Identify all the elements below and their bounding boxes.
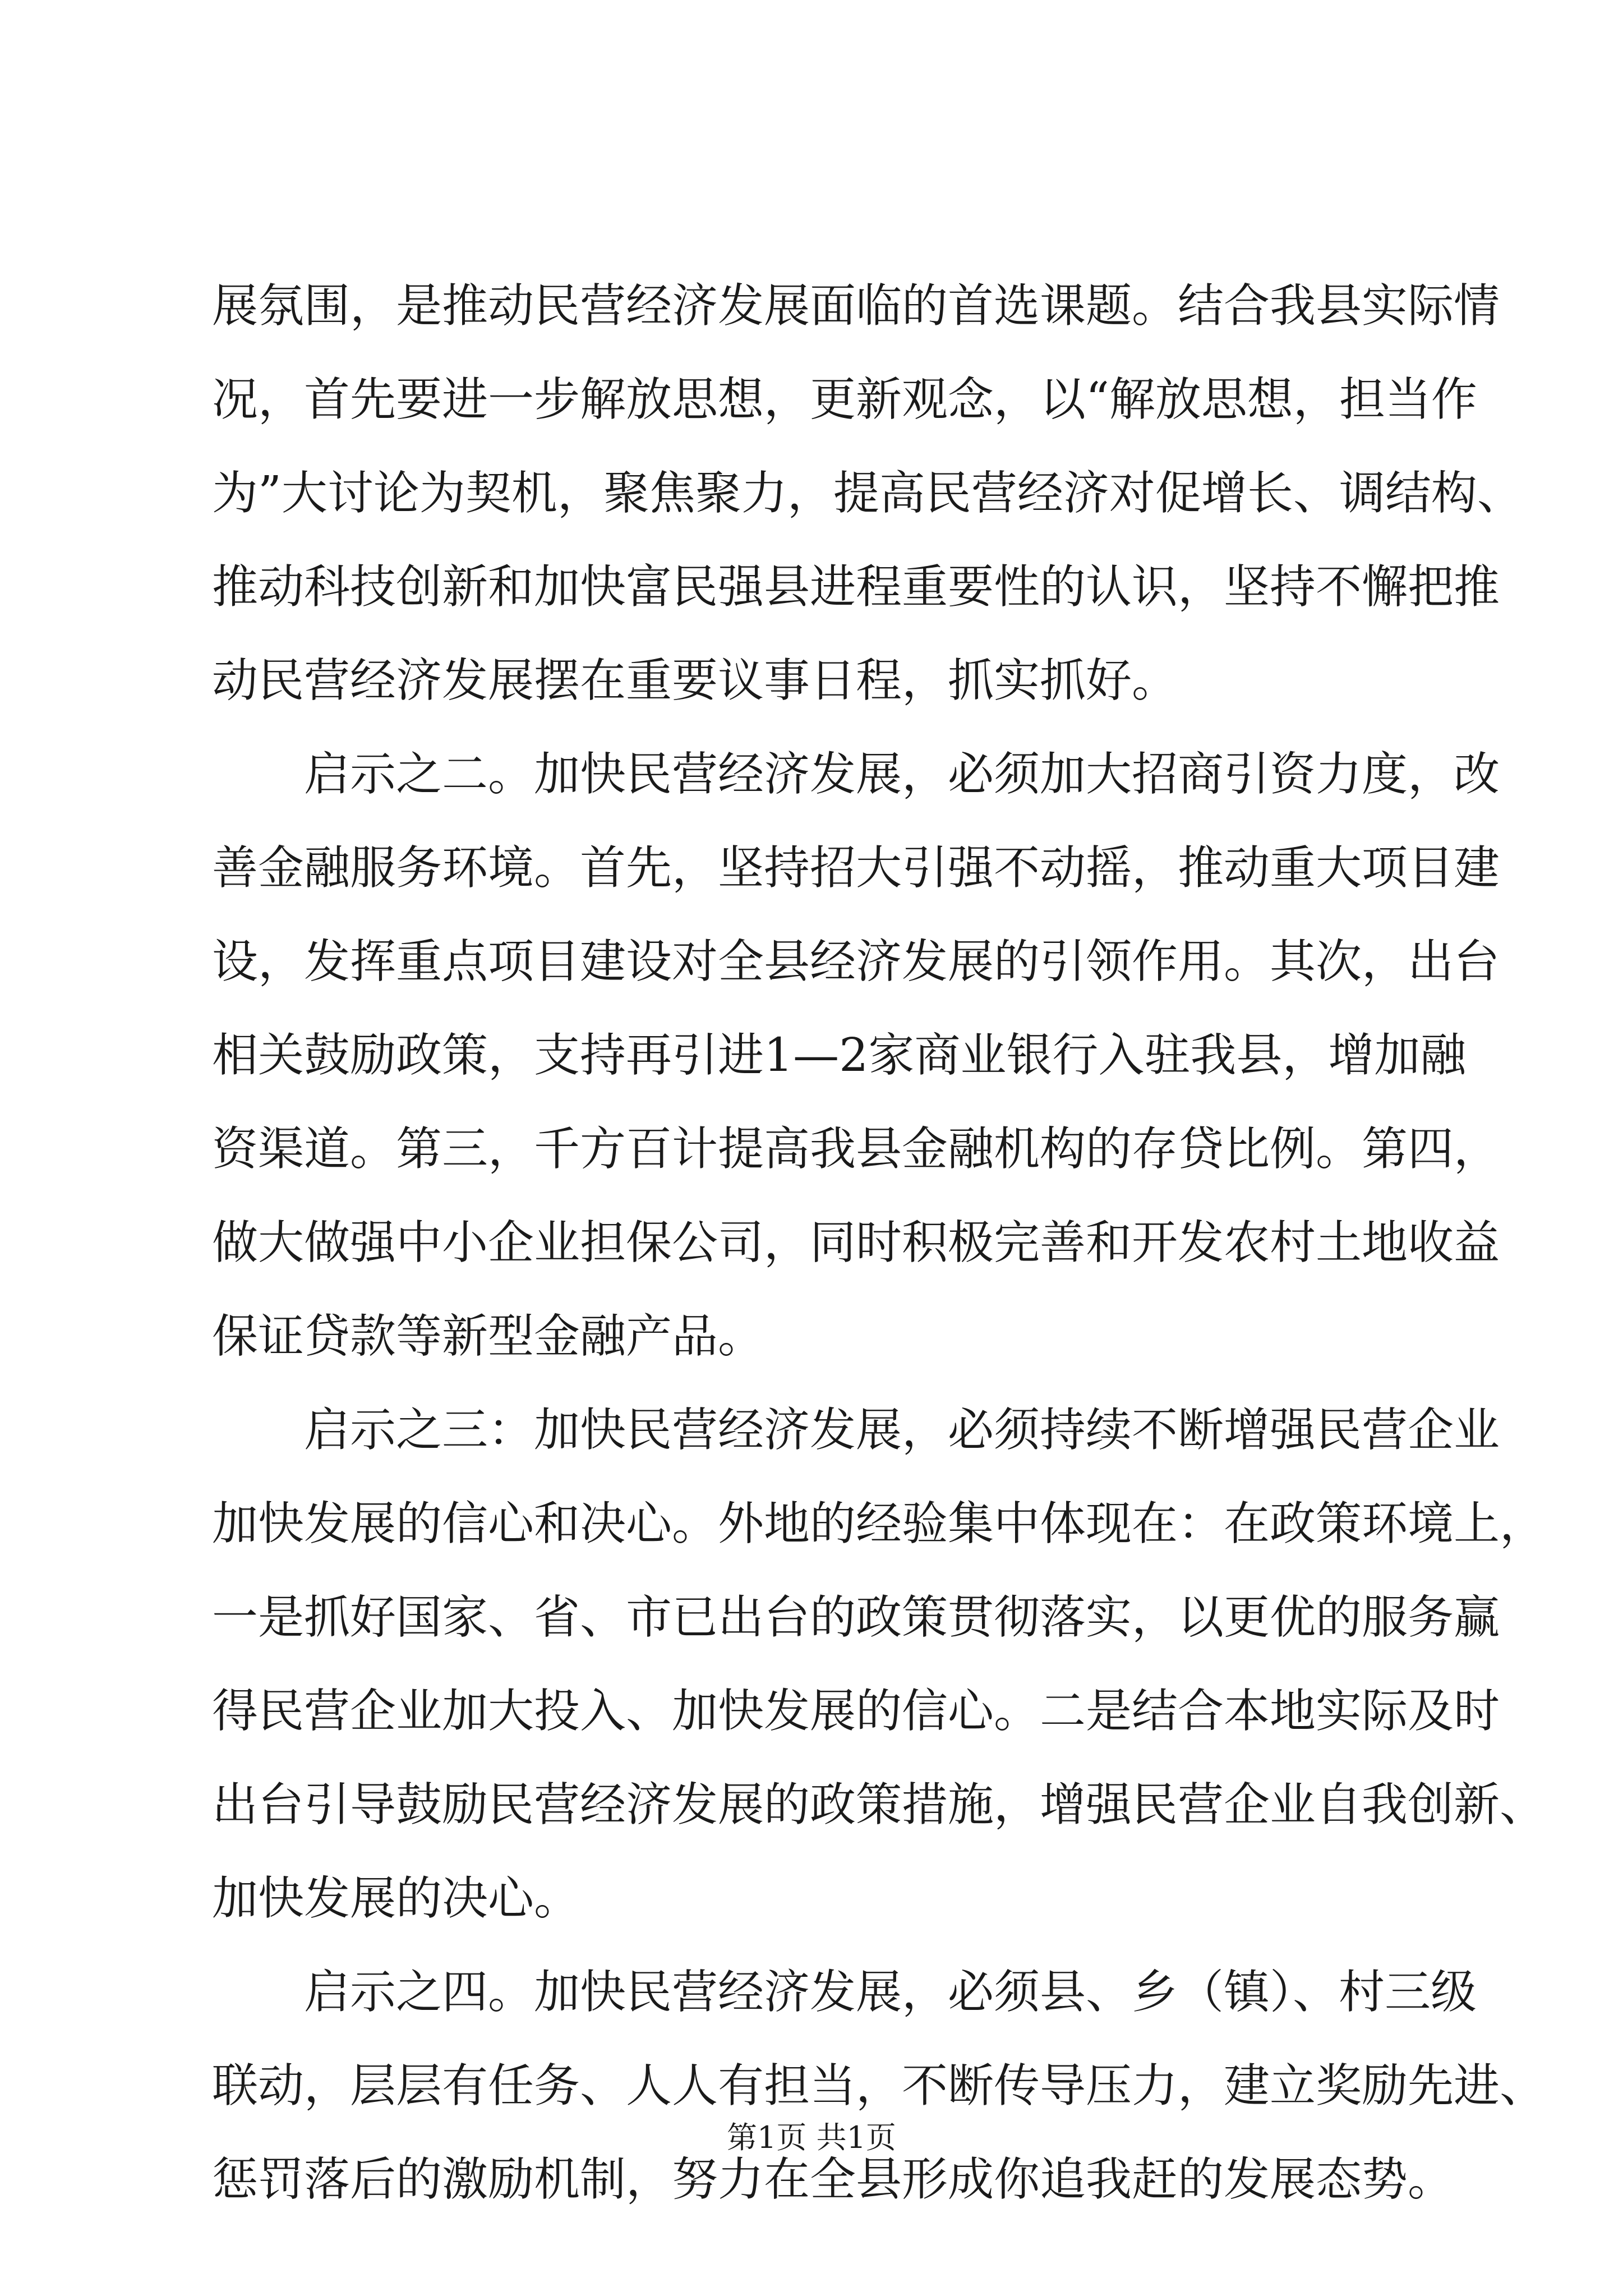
text-line: 加快发展的决心。 [212, 1872, 580, 1925]
text-line: 资渠道。第三，千方百计提高我县金融机构的存贷比例。第四， [212, 1122, 1500, 1176]
paragraph [212, 1383, 1546, 1945]
text-line: 加快发展的信心和决心。外地的经验集中体现在：在政策环境上， [212, 1497, 1546, 1550]
text-line: 善金融服务环境。首先，坚持招大引强不动摇，推动重大项目建 [212, 841, 1500, 895]
document-body [212, 259, 1546, 2226]
paragraph [212, 1945, 1546, 2226]
text-line: 一是抓好国家、省、市已出台的政策贯彻落实，以更优的服务赢 [212, 1591, 1500, 1644]
text-line: 联动，层层有任务、人人有担当，不断传导压力，建立奖励先进、 [212, 2059, 1546, 2113]
text-line: 况，首先要进一步解放思想，更新观念，以“解放思想，担当作 [212, 373, 1477, 426]
text-line: 为”大讨论为契机，聚焦聚力，提高民营经济对促增长、调结构、 [212, 467, 1523, 520]
page-footer [0, 2118, 1623, 2157]
text-line: 惩罚落后的激励机制，努力在全县形成你追我赶的发展态势。 [212, 2153, 1454, 2206]
text-line: 得民营企业加大投入、加快发展的信心。二是结合本地实际及时 [212, 1685, 1500, 1738]
text-line: 推动科技创新和加快富民强县进程重要性的认识，坚持不懈把推 [212, 560, 1500, 614]
text-line: 出台引导鼓励民营经济发展的政策措施，增强民营企业自我创新、 [212, 1778, 1546, 1832]
page-number-label: 第1页 共1页 [727, 2120, 896, 2155]
text-line: 启示之三：加快民营经济发展，必须持续不断增强民营企业 [304, 1404, 1500, 1457]
paragraph [212, 259, 1523, 728]
paragraph [212, 728, 1500, 1383]
text-line: 展氛围，是推动民营经济发展面临的首选课题。结合我县实际情 [212, 279, 1500, 333]
text-line: 启示之四。加快民营经济发展，必须县、乡（镇）、村三级 [304, 1966, 1477, 2019]
text-line: 启示之二。加快民营经济发展，必须加大招商引资力度，改 [304, 748, 1500, 801]
text-line: 做大做强中小企业担保公司，同时积极完善和开发农村土地收益 [212, 1216, 1500, 1269]
text-line: 动民营经济发展摆在重要议事日程，抓实抓好。 [212, 654, 1178, 707]
text-line: 设，发挥重点项目建设对全县经济发展的引领作用。其次，出台 [212, 935, 1500, 988]
text-line: 保证贷款等新型金融产品。 [212, 1310, 764, 1363]
text-line: 相关鼓励政策，支持再引进1—2家商业银行入驻我县，增加融 [212, 1029, 1467, 1082]
